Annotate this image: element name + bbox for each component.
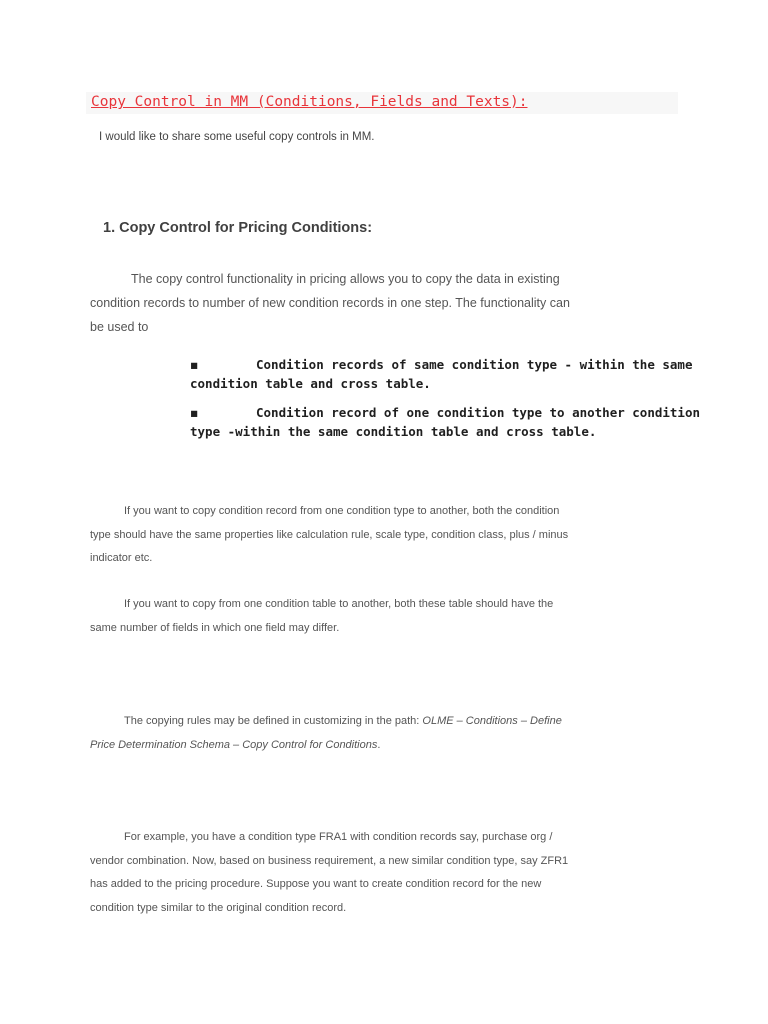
paragraph-line: If you want to copy from one condition table to another, both these table should have the [124, 598, 554, 610]
bullet-first-line [190, 403, 701, 422]
bullet-text: type -within the same condition table and cross table. [190, 424, 597, 439]
bullet-list [190, 355, 701, 451]
paragraph-line: indicator etc. [90, 552, 153, 564]
paragraph-line: vendor combination. Now, based on business requirement, a new similar condition type, say ZFR1 [90, 854, 569, 867]
square-bullet-icon: ▪ [190, 357, 199, 372]
intro-text: I would like to share some useful copy controls in MM. [99, 131, 375, 143]
bullet-item [190, 403, 701, 441]
copying-rules-paragraph [90, 710, 562, 757]
pricing-paragraph [90, 267, 570, 339]
condition-table-paragraph [90, 593, 553, 640]
customizing-path: Price Determination Schema – Copy Control for Conditions [90, 738, 378, 751]
rules-suffix: . [377, 738, 381, 751]
paragraph-line: condition records to number of new condition records in one step. The functionality can [90, 296, 570, 310]
paragraph-line: same number of fields in which one field may differ. [90, 621, 340, 634]
square-bullet-icon: ▪ [190, 405, 199, 420]
paragraph-line [90, 710, 562, 734]
bullet-item [190, 355, 693, 393]
paragraph-line [90, 734, 562, 758]
customizing-path: OLME – Conditions – Define [422, 715, 562, 727]
section-heading: 1. Copy Control for Pricing Conditions: [103, 220, 373, 236]
bullet-first-line [190, 355, 693, 374]
paragraph-line: If you want to copy condition record from one condition type to another, both the condition [124, 505, 560, 517]
bullet-text: condition table and cross table. [190, 376, 431, 391]
paragraph-line: has added to the pricing procedure. Suppose you want to create condition record for the new [90, 878, 542, 890]
paragraph-line: be used to [90, 320, 149, 334]
paragraph-line: For example, you have a condition type FRA1 with condition records say, purchase org / [124, 831, 553, 843]
bullet-text: Condition records of same condition type - within the same [256, 357, 693, 372]
example-paragraph [90, 826, 568, 920]
page-title: Copy Control in MM (Conditions, Fields and Texts): [91, 94, 528, 110]
paragraph-line: condition type similar to the original condition record. [90, 901, 347, 914]
bullet-text: Condition record of one condition type to another condition [256, 405, 701, 420]
condition-type-paragraph [90, 500, 568, 571]
rules-prefix: The copying rules may be defined in customizing in the path: [124, 715, 423, 727]
paragraph-line: The copy control functionality in pricing allows you to copy the data in existing [131, 272, 560, 286]
paragraph-line: type should have the same properties like calculation rule, scale type, condition class, plus / minus [90, 528, 569, 541]
